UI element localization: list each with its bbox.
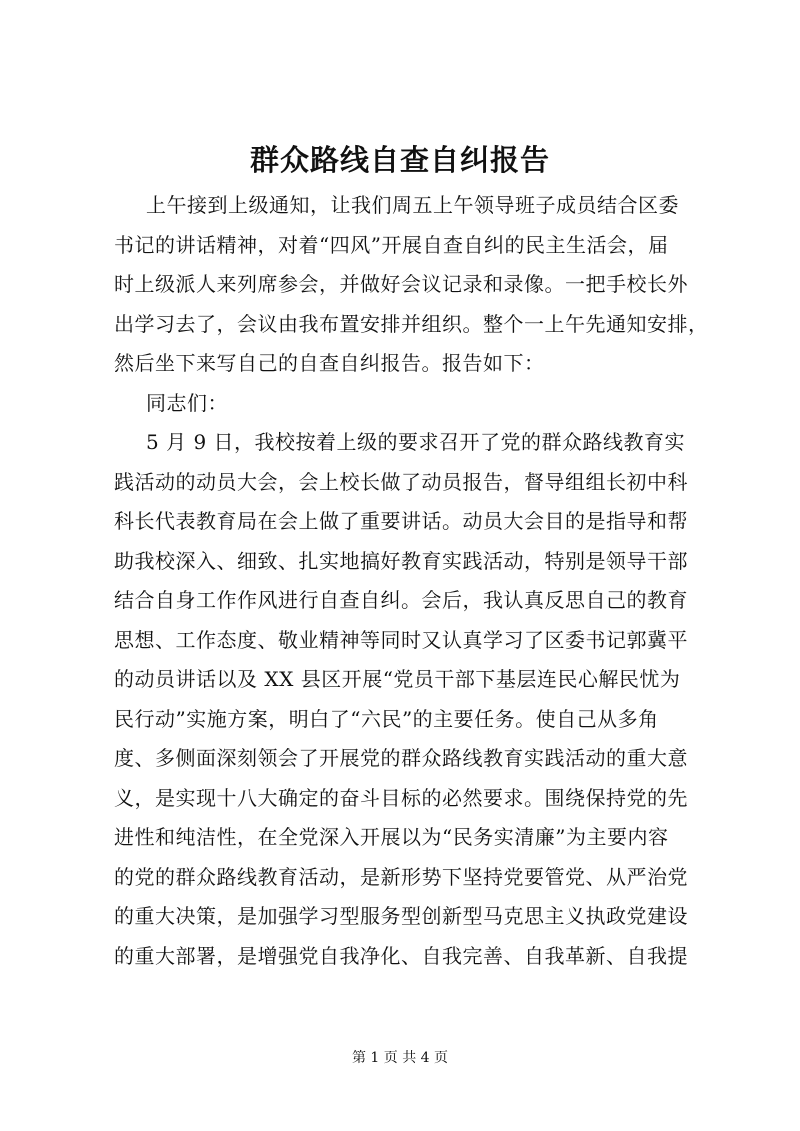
body-line: 出学习去了，会议由我布置安排并组织。整个一上午先通知安排， bbox=[114, 311, 709, 336]
body-line: 助我校深入、细致、扎实地搞好教育实践活动，特别是领导干部 bbox=[114, 548, 688, 573]
body-line: 进性和纯洁性，在全党深入开展以为“民务实清廉”为主要内容 bbox=[114, 825, 669, 849]
body-line: 的党的群众路线教育活动，是新形势下坚持党要管党、从严治党 bbox=[114, 864, 688, 889]
body-line: 科长代表教育局在会上做了重要讲话。动员大会目的是指导和帮 bbox=[114, 509, 688, 533]
body-line: 思想、工作态度、敬业精神等同时又认真学习了区委书记郭冀平 bbox=[114, 627, 688, 652]
body-line: 的动员讲话以及 XX 县区开展“党员干部下基层连民心解民忧为 bbox=[114, 667, 681, 691]
body-line: 结合自身工作作风进行自查自纠。会后，我认真反思自己的教育 bbox=[114, 588, 688, 612]
document-body bbox=[114, 186, 709, 976]
body-line: 上午接到上级通知，让我们周五上午领导班子成员结合区委 bbox=[146, 193, 679, 217]
body-line: 民行动”实施方案，明白了“六民”的主要任务。使自己从多角 bbox=[114, 706, 659, 731]
salutation: 同志们： bbox=[146, 390, 228, 415]
body-line: 然后坐下来写自己的自查自纠报告。报告如下： bbox=[114, 351, 545, 375]
page-footer: 第 1 页 共 4 页 bbox=[351, 1050, 449, 1066]
body-line: 时上级派人来列席参会，并做好会议记录和录像。一把手校长外 bbox=[114, 272, 688, 296]
body-line: 5 月 9 日，我校按着上级的要求召开了党的群众路线教育实 bbox=[146, 430, 686, 454]
body-line: 的重大决策，是加强学习型服务型创新型马克思主义执政党建设 bbox=[114, 904, 688, 928]
body-line: 践活动的动员大会，会上校长做了动员报告，督导组组长初中科 bbox=[114, 469, 688, 494]
document-title: 群众路线自查自纠报告 bbox=[249, 143, 550, 177]
body-line: 义，是实现十八大确定的奋斗目标的必然要求。围绕保持党的先 bbox=[114, 785, 688, 810]
body-line: 度、多侧面深刻领会了开展党的群众路线教育实践活动的重大意 bbox=[114, 746, 688, 770]
body-line: 书记的讲话精神，对着“四风”开展自查自纠的民主生活会，届 bbox=[114, 232, 669, 257]
body-line: 的重大部署，是增强党自我净化、自我完善、自我革新、自我提 bbox=[114, 943, 688, 968]
